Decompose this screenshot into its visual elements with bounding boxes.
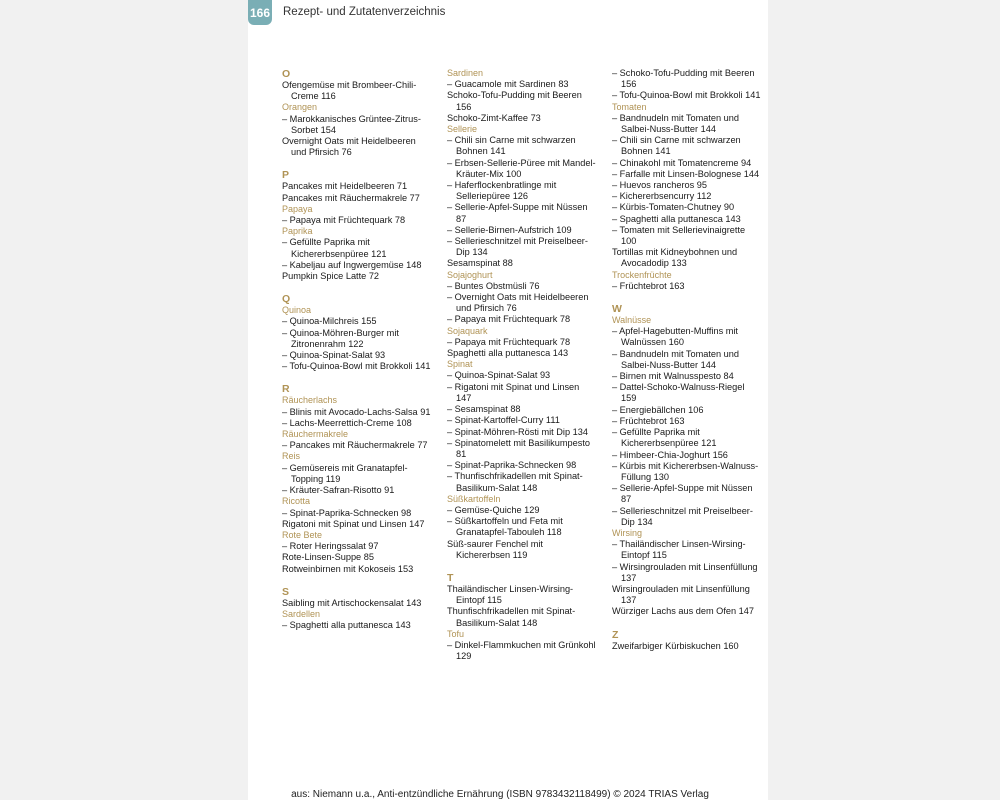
ingredient-recipe-entry: – Huevos rancheros 95	[612, 180, 707, 191]
recipe-entry: Zweifarbiger Kürbiskuchen 160	[612, 640, 739, 651]
ingredient-recipe-entry: – Chili sin Carne mit schwarzen Bohnen 141	[447, 135, 576, 157]
ingredient-recipe-entry: – Energiebällchen 106	[612, 404, 704, 415]
page-number: 166	[248, 0, 272, 25]
ingredient-recipe-entry: – Süßkartoffeln und Feta mit Granatapfel-Tabouleh 118	[447, 516, 563, 538]
ingredient-recipe-entry: – Spinat-Möhren-Rösti mit Dip 134	[447, 426, 588, 437]
source-footer: aus: Niemann u.a., Anti-entzündliche Ernährung (ISBN 9783432118499) © 2024 TRIAS Verlag	[291, 789, 709, 800]
index-letter-heading: W	[612, 303, 622, 316]
ingredient-recipe-entry: – Quinoa-Spinat-Salat 93	[447, 370, 551, 381]
ingredient-recipe-entry: – Früchtebrot 163	[612, 280, 685, 291]
recipe-entry: Rote-Linsen-Suppe 85	[282, 552, 374, 563]
ingredient-recipe-entry: – Kürbis mit Kichererbsen-Walnuss-Füllung 130	[612, 460, 759, 482]
recipe-entry: Rigatoni mit Spinat und Linsen 147	[282, 518, 425, 529]
ingredient-heading: Räucherlachs	[282, 395, 338, 406]
ingredient-recipe-entry: – Chinakohl mit Tomatencreme 94	[612, 157, 752, 168]
recipe-entry: Ofengemüse mit Brombeer-Chili-Creme 116	[282, 80, 417, 102]
ingredient-recipe-entry: – Spaghetti alla puttanesca 143	[282, 620, 411, 631]
recipe-entry: Spaghetti alla puttanesca 143	[447, 348, 569, 359]
ingredient-recipe-entry: – Gefüllte Paprika mit Kichererbsenpüree 121	[282, 237, 387, 259]
ingredient-recipe-entry: – Kabeljau auf Ingwergemüse 148	[282, 259, 422, 270]
ingredient-recipe-entry: – Bandnudeln mit Tomaten und Salbei-Nuss-Butter 144	[612, 348, 740, 370]
ingredient-recipe-entry: – Kräuter-Safran-Risotto 91	[282, 485, 395, 496]
ingredient-recipe-entry: – Sesamspinat 88	[447, 404, 521, 415]
recipe-entry: Würziger Lachs aus dem Ofen 147	[612, 606, 754, 617]
ingredient-recipe-entry: – Buntes Obstmüsli 76	[447, 280, 540, 291]
recipe-entry: Schoko-Tofu-Pudding mit Beeren 156	[447, 90, 582, 112]
index-letter-heading: Q	[282, 293, 291, 306]
ingredient-recipe-entry: – Erbsen-Sellerie-Püree mit Mandel-Kräuter-Mix 100	[447, 157, 596, 179]
index-letter-heading: P	[282, 169, 290, 182]
ingredient-recipe-entry: – Sellerieschnitzel mit Preiselbeer-Dip 134	[447, 236, 588, 258]
ingredient-recipe-entry: – Tomaten mit Sellerievinaigrette 100	[612, 224, 746, 247]
recipe-entry: Wirsingrouladen mit Linsenfüllung 137	[612, 583, 750, 606]
ingredient-heading: Paprika	[282, 226, 313, 237]
running-head-title: Rezept- und Zutatenverzeichnis	[283, 6, 446, 18]
index-letter-heading: S	[282, 585, 290, 598]
ingredient-recipe-entry: – Guacamole mit Sardinen 83	[447, 79, 569, 90]
index-column-2	[447, 68, 597, 662]
ingredient-recipe-entry: – Spinat-Paprika-Schnecken 98	[447, 460, 577, 471]
ingredient-heading: Wirsing	[612, 527, 643, 538]
ingredient-recipe-entry: – Schoko-Tofu-Pudding mit Beeren 156	[612, 68, 755, 90]
ingredient-recipe-entry: – Lachs-Meerrettich-Creme 108	[282, 417, 412, 428]
ingredient-recipe-entry: – Wirsingrouladen mit Linsenfüllung 137	[612, 561, 758, 583]
ingredient-heading: Sellerie	[447, 124, 478, 135]
ingredient-recipe-entry: – Sellerieschnitzel mit Preiselbeer-Dip 134	[612, 505, 753, 527]
ingredient-recipe-entry: – Kichererbsencurry 112	[612, 191, 712, 202]
ingredient-heading: Sardinen	[447, 68, 484, 78]
ingredient-recipe-entry: – Papaya mit Früchtequark 78	[447, 314, 571, 325]
recipe-entry: Pumpkin Spice Latte 72	[282, 271, 380, 282]
ingredient-recipe-entry: – Birnen mit Walnusspesto 84	[612, 371, 734, 382]
ingredient-recipe-entry: – Blinis mit Avocado-Lachs-Salsa 91	[282, 406, 431, 417]
ingredient-recipe-entry: – Früchtebrot 163	[612, 415, 685, 426]
ingredient-recipe-entry: – Quinoa-Möhren-Burger mit Zitronenrahm 122	[282, 327, 399, 349]
index-column-1	[282, 68, 432, 631]
ingredient-heading: Räuchermakrele	[282, 429, 349, 440]
ingredient-heading: Walnüsse	[612, 315, 652, 326]
ingredient-heading: Rote Bete	[282, 529, 323, 540]
recipe-entry: Rotweinbirnen mit Kokoseis 153	[282, 563, 414, 574]
ingredient-recipe-entry: – Gemüsereis mit Granatapfel-Topping 119	[282, 462, 408, 484]
ingredient-heading: Ricotta	[282, 496, 311, 507]
ingredient-heading: Tomaten	[612, 101, 647, 112]
ingredient-recipe-entry: – Quinoa-Milchreis 155	[282, 316, 377, 327]
ingredient-recipe-entry: – Tofu-Quinoa-Bowl mit Brokkoli 141	[282, 361, 431, 372]
ingredient-recipe-entry: – Spaghetti alla puttanesca 143	[612, 213, 741, 224]
ingredient-recipe-entry: – Spinat-Paprika-Schnecken 98	[282, 507, 412, 518]
ingredient-recipe-entry: – Marokkanisches Grüntee-Zitrus-Sorbet 154	[282, 113, 421, 135]
recipe-entry: Sesamspinat 88	[447, 258, 513, 269]
ingredient-recipe-entry: – Chili sin Carne mit schwarzen Bohnen 141	[612, 135, 741, 157]
ingredient-heading: Süßkartoffeln	[447, 493, 501, 504]
recipe-entry: Tortillas mit Kidneybohnen und Avocadodip 133	[612, 247, 738, 269]
ingredient-heading: Trockenfrüchte	[612, 269, 672, 280]
ingredient-recipe-entry: – Rigatoni mit Spinat und Linsen 147	[447, 381, 580, 403]
ingredient-recipe-entry: – Pancakes mit Räuchermakrele 77	[282, 440, 428, 451]
ingredient-recipe-entry: – Haferflockenbratlinge mit Selleriepüree 126	[447, 180, 557, 202]
ingredient-recipe-entry: – Kürbis-Tomaten-Chutney 90	[612, 202, 735, 213]
ingredient-heading: Reis	[282, 451, 301, 462]
ingredient-recipe-entry: – Bandnudeln mit Tomaten und Salbei-Nuss-Butter 144	[612, 112, 740, 135]
ingredient-recipe-entry: – Himbeer-Chia-Joghurt 156	[612, 449, 728, 460]
ingredient-recipe-entry: – Farfalle mit Linsen-Bolognese 144	[612, 168, 760, 179]
ingredient-recipe-entry: – Tofu-Quinoa-Bowl mit Brokkoli 141	[612, 90, 761, 101]
ingredient-recipe-entry: – Dinkel-Flammkuchen mit Grünkohl 129	[447, 639, 596, 662]
recipe-entry: Schoko-Zimt-Kaffee 73	[447, 112, 541, 123]
ingredient-recipe-entry: – Spinatomelett mit Basilikumpesto 81	[447, 437, 590, 459]
ingredient-heading: Sojaquark	[447, 325, 488, 336]
ingredient-heading: Sojajoghurt	[447, 269, 493, 280]
index-letter-heading: O	[282, 68, 291, 80]
ingredient-heading: Orangen	[282, 102, 318, 113]
ingredient-recipe-entry: – Gemüse-Quiche 129	[447, 504, 540, 515]
recipe-entry: Süß-saurer Fenchel mit Kichererbsen 119	[447, 538, 543, 560]
ingredient-recipe-entry: – Gefüllte Paprika mit Kichererbsenpüree 121	[612, 427, 717, 449]
recipe-entry: Pancakes mit Heidelbeeren 71	[282, 181, 408, 192]
ingredient-heading: Quinoa	[282, 305, 312, 316]
ingredient-recipe-entry: – Dattel-Schoko-Walnuss-Riegel 159	[612, 382, 745, 404]
index-letter-heading: R	[282, 383, 290, 396]
ingredient-recipe-entry: – Spinat-Kartoffel-Curry 111	[447, 415, 560, 426]
ingredient-recipe-entry: – Sellerie-Apfel-Suppe mit Nüssen 87	[447, 202, 588, 224]
index-letter-heading: T	[447, 571, 454, 584]
recipe-entry: Thunfischfrikadellen mit Spinat-Basilikum-Salat 148	[447, 606, 576, 628]
ingredient-heading: Spinat	[447, 359, 473, 370]
ingredient-recipe-entry: – Apfel-Hagebutten-Muffins mit Walnüssen 160	[612, 326, 738, 348]
ingredient-recipe-entry: – Sellerie-Birnen-Aufstrich 109	[447, 224, 572, 235]
ingredient-recipe-entry: – Thunfischfrikadellen mit Spinat-Basilikum-Salat 148	[447, 471, 583, 493]
ingredient-recipe-entry: – Papaya mit Früchtequark 78	[447, 336, 571, 347]
ingredient-heading: Papaya	[282, 203, 313, 214]
ingredient-recipe-entry: – Sellerie-Apfel-Suppe mit Nüssen 87	[612, 483, 753, 505]
ingredient-recipe-entry: – Roter Heringssalat 97	[282, 541, 379, 552]
recipe-entry: Saibling mit Artischockensalat 143	[282, 597, 422, 608]
ingredient-recipe-entry: – Overnight Oats mit Heidelbeeren und Pfirsich 76	[447, 292, 589, 314]
ingredient-recipe-entry: – Quinoa-Spinat-Salat 93	[282, 350, 386, 361]
recipe-entry: Pancakes mit Räuchermakrele 77	[282, 192, 420, 203]
ingredient-recipe-entry: – Papaya mit Früchtequark 78	[282, 215, 406, 226]
ingredient-heading: Tofu	[447, 628, 465, 639]
recipe-entry: Thailändischer Linsen-Wirsing-Eintopf 115	[447, 583, 574, 606]
index-column-3	[612, 68, 762, 652]
ingredient-heading: Sardellen	[282, 608, 321, 619]
index-letter-heading: Z	[612, 628, 619, 641]
recipe-entry: Overnight Oats mit Heidelbeeren und Pfirsich 76	[282, 136, 416, 158]
ingredient-recipe-entry: – Thailändischer Linsen-Wirsing-Eintopf 115	[612, 539, 746, 561]
